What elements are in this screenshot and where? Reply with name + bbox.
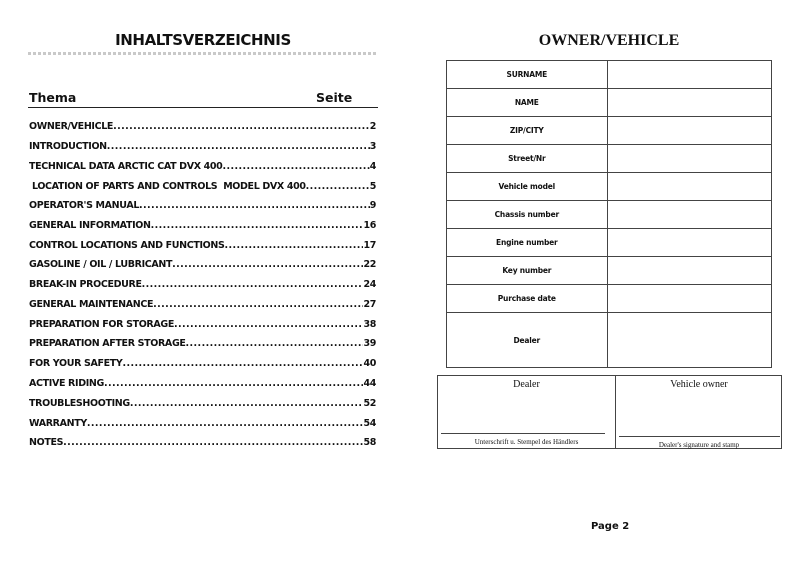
- toc-entry-page: 38: [363, 319, 376, 330]
- toc-leader: [113, 121, 370, 132]
- toc-entry-page: 5: [369, 181, 376, 192]
- signature-caption-owner: Dealer's signature and stamp: [658, 441, 740, 449]
- toc-entry-title: PREPARATION AFTER STORAGE: [29, 338, 186, 349]
- toc-entry-title: CONTROL LOCATIONS AND FUNCTIONS: [29, 240, 225, 251]
- toc-entry: [29, 116, 376, 132]
- toc-entry-page: 16: [363, 220, 376, 231]
- toc-leader: [222, 161, 369, 172]
- toc-entry: [29, 215, 376, 231]
- toc-leader: [151, 220, 364, 231]
- toc-entry-page: 9: [369, 200, 376, 211]
- toc-leader: [87, 418, 364, 429]
- toc-entry: [29, 156, 376, 172]
- toc-entry: [29, 432, 376, 448]
- toc-entry-title: GENERAL MAINTENANCE: [29, 299, 154, 310]
- toc-leader: [142, 279, 364, 290]
- toc-leader: [306, 181, 370, 192]
- signature-line-owner[interactable]: [619, 436, 780, 437]
- signature-line-dealer[interactable]: [441, 433, 605, 434]
- toc-entry-title: GENERAL INFORMATION: [29, 220, 151, 231]
- field-value-chassis-number[interactable]: [607, 201, 771, 229]
- toc-entry: [29, 353, 376, 369]
- toc-entry: [29, 314, 376, 330]
- field-value-surname[interactable]: [607, 61, 771, 89]
- field-label-chassis-number: Chassis number: [447, 201, 608, 229]
- toc-entry-title: OWNER/VEHICLE: [29, 121, 114, 132]
- signature-caption-dealer: Unterschrift u. Stempel des Händlers: [474, 438, 579, 446]
- toc-entry-page: 39: [363, 338, 376, 349]
- toc-entry: [29, 393, 376, 409]
- toc-entry-title: PREPARATION FOR STORAGE: [29, 319, 174, 330]
- field-label-street: Street/Nr: [447, 145, 608, 173]
- toc-entry-page: 27: [363, 299, 376, 310]
- toc-entry-page: 52: [363, 398, 376, 409]
- field-value-dealer[interactable]: [607, 313, 771, 368]
- owner-vehicle-form: [446, 60, 772, 368]
- field-label-purchase-date: Purchase date: [447, 285, 608, 313]
- toc-entry-title: OPERATOR'S MANUAL: [29, 200, 140, 211]
- toc-title: INHALTSVERZEICHNIS: [115, 31, 291, 49]
- toc-entry-page: 17: [363, 240, 376, 251]
- toc-entry-page: 54: [363, 418, 376, 429]
- toc-leader: [130, 398, 364, 409]
- toc-entry: [29, 373, 376, 389]
- toc-entry-page: 40: [363, 358, 376, 369]
- toc-entry-page: 24: [363, 279, 376, 290]
- signature-heading-owner: Vehicle owner: [670, 379, 728, 390]
- field-label-surname: SURNAME: [447, 61, 608, 89]
- toc-entry-title: BREAK-IN PROCEDURE: [29, 279, 142, 290]
- toc-leader: [174, 319, 363, 330]
- toc-entry-title: FOR YOUR SAFETY: [29, 358, 123, 369]
- toc-entry-page: 3: [369, 141, 376, 152]
- page-number: Page 2: [591, 521, 630, 532]
- toc-entry-title: NOTES: [29, 437, 64, 448]
- toc-entry: [29, 195, 376, 211]
- field-label-vehicle-model: Vehicle model: [447, 173, 608, 201]
- toc-entry: [29, 254, 376, 270]
- field-value-purchase-date[interactable]: [607, 285, 771, 313]
- toc-entry: [29, 274, 376, 290]
- toc-entry: [29, 176, 376, 192]
- toc-leader: [107, 141, 370, 152]
- owner-vehicle-title: OWNER/VEHICLE: [538, 32, 680, 49]
- field-label-dealer: Dealer: [447, 313, 608, 368]
- toc-entry: [29, 136, 376, 152]
- toc-leader: [172, 259, 363, 270]
- toc-entry: [29, 294, 376, 310]
- toc-leader: [104, 378, 364, 389]
- column-header-seite: Seite: [316, 90, 353, 105]
- field-value-zip-city[interactable]: [607, 117, 771, 145]
- toc-leader: [139, 200, 370, 211]
- signature-box: [437, 375, 782, 449]
- field-label-engine-number: Engine number: [447, 229, 608, 257]
- toc-entry-title: GASOLINE / OIL / LUBRICANT: [29, 259, 173, 270]
- field-value-key-number[interactable]: [607, 257, 771, 285]
- toc-entry-page: 2: [369, 121, 376, 132]
- toc-leader: [224, 240, 363, 251]
- field-value-name[interactable]: [607, 89, 771, 117]
- field-label-name: NAME: [447, 89, 608, 117]
- field-value-engine-number[interactable]: [607, 229, 771, 257]
- toc-entry: [29, 413, 376, 429]
- title-divider: [28, 52, 378, 55]
- signature-heading-dealer: Dealer: [513, 379, 540, 390]
- toc-entry-title: ACTIVE RIDING: [29, 378, 104, 389]
- toc-entry-page: 22: [363, 259, 376, 270]
- toc-entry-title: TECHNICAL DATA ARCTIC CAT DVX 400: [29, 161, 223, 172]
- field-label-zip-city: ZIP/CITY: [447, 117, 608, 145]
- toc-entry-title: WARRANTY: [29, 418, 87, 429]
- column-header-thema: Thema: [29, 90, 77, 105]
- toc-entry-title: TROUBLESHOOTING: [29, 398, 130, 409]
- toc-leader: [63, 437, 363, 448]
- toc-entry-title: INTRODUCTION: [29, 141, 107, 152]
- field-value-street[interactable]: [607, 145, 771, 173]
- toc-leader: [186, 338, 364, 349]
- toc-leader: [153, 299, 363, 310]
- toc-entry-page: 58: [363, 437, 376, 448]
- toc-entry: [29, 235, 376, 251]
- toc-entry: [29, 333, 376, 349]
- toc-entry-page: 4: [369, 161, 376, 172]
- field-value-vehicle-model[interactable]: [607, 173, 771, 201]
- header-divider: [28, 107, 378, 108]
- toc-leader: [122, 358, 363, 369]
- toc-entry-title: LOCATION OF PARTS AND CONTROLS MODEL DVX 400: [29, 181, 306, 192]
- field-label-key-number: Key number: [447, 257, 608, 285]
- toc-entry-page: 44: [363, 378, 376, 389]
